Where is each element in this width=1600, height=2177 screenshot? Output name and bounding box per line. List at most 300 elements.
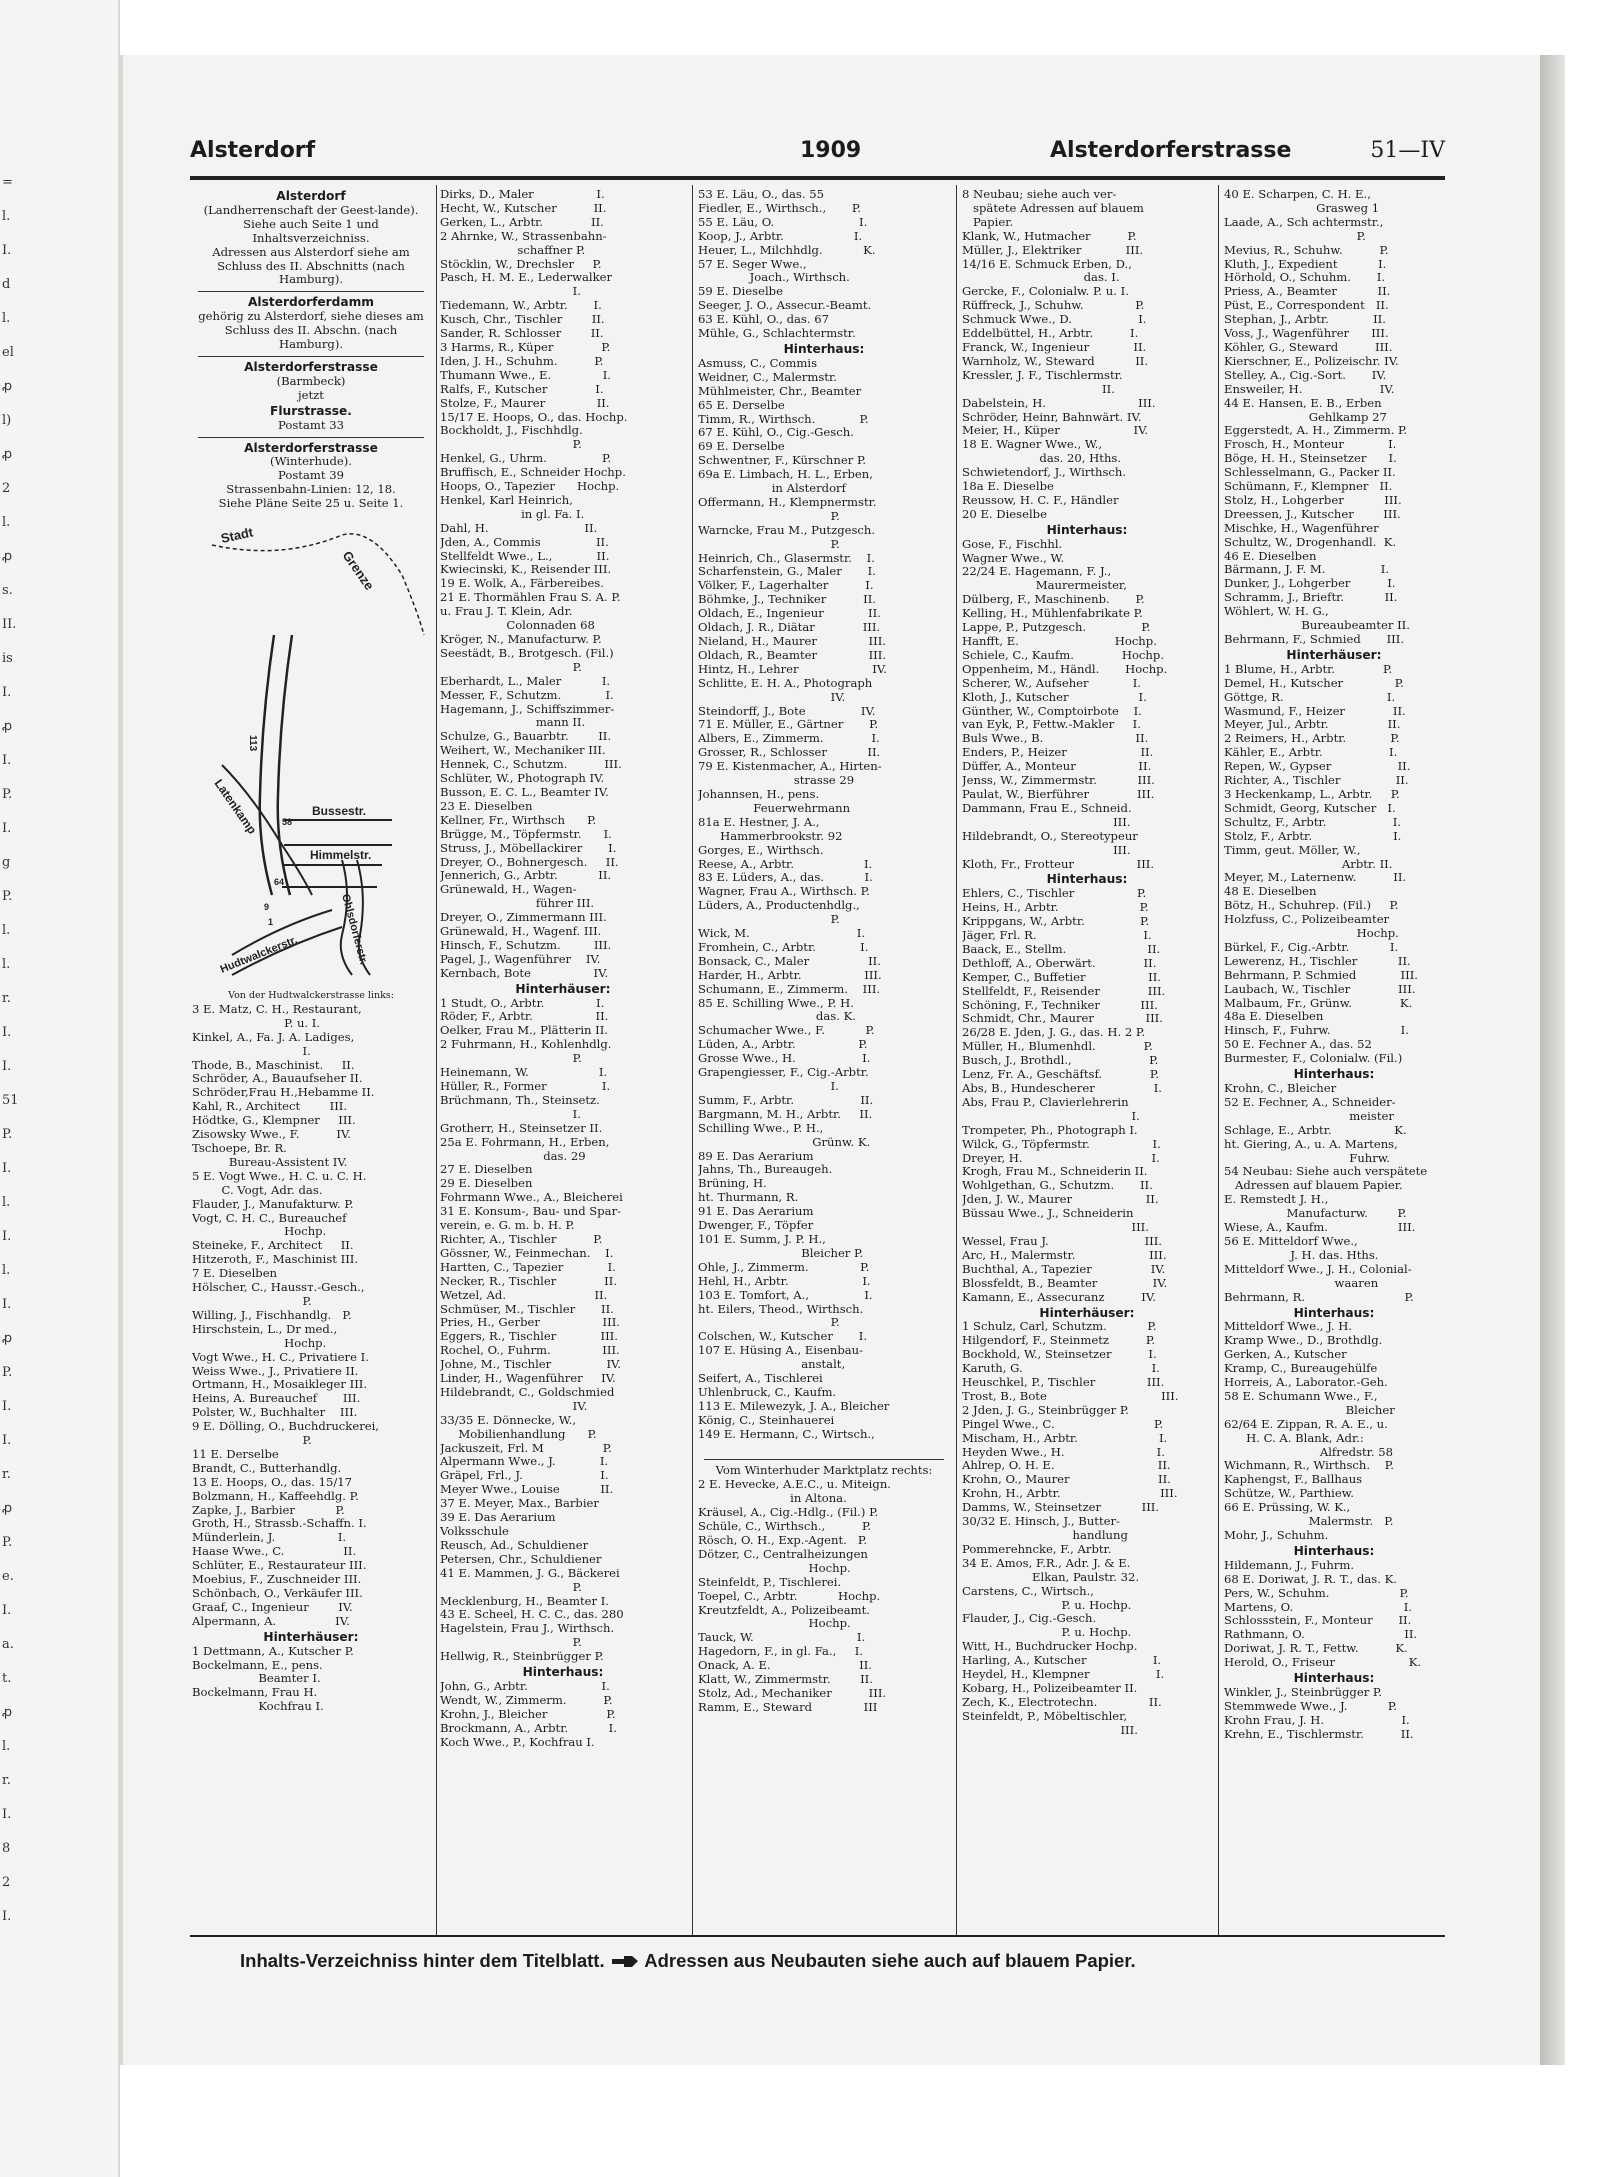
directory-entry: Pers, W., Schuhm. P. [1224,1586,1409,1600]
header-next-street: Alsterdorferstrasse [1050,138,1292,163]
directory-entry: H. C. A. Blank, Adr.: [1224,1431,1364,1445]
directory-entry: P. [1224,229,1366,243]
directory-entry: J. H. das. Hths. [1224,1248,1379,1262]
directory-entry: Hehl, H., Arbtr. I. [698,1274,871,1288]
section-heading: Hinterhäuser: [1286,647,1382,662]
directory-entry: Gose, F., Fischhl. [962,537,1063,551]
directory-entry: 11 E. Derselbe [192,1447,279,1461]
gutter-fragment: P. [2,889,13,904]
directory-entry: Brügge, M., Töpfermstr. I. [440,827,612,841]
gutter-fragment: l. [2,1195,11,1210]
directory-entry: Schwentner, F., Kürschner P. [698,454,867,468]
directory-entry: Mecklenburg, H., Beamter I. [440,1594,609,1608]
directory-entry: Herold, O., Friseur K. [1224,1656,1422,1670]
gutter-fragment: r. [2,1467,11,1482]
page-footer [240,1950,1440,1980]
directory-entry: Richter, A., Tischler II. [1224,774,1409,788]
directory-entry: Adressen aus Alsterdorf siehe am Schluss des II. Abschnitts (nach Hamburg). [212,244,410,287]
gutter-fragment: I. [2,1059,12,1074]
directory-entry: 41 E. Mammen, J. G., Bäckerei [440,1566,620,1580]
directory-entry: Kahl, R., Architect III. [192,1100,348,1114]
directory-entry: Vogt Wwe., H. C., Privatiere I. [192,1350,369,1364]
directory-entry: III. [962,1221,1149,1235]
directory-entry: III. [962,815,1131,829]
directory-entry: 149 E. Hermann, C., Wirtsch., [698,1427,875,1441]
directory-entry: Hecht, W., Kutscher II. [440,201,607,215]
directory-entry: Johne, M., Tischler IV. [440,1358,622,1372]
directory-entry: Schlitte, E. H. A., Photograph [698,676,873,690]
directory-entry: Behrmann, F., Schmied III. [1224,633,1405,646]
directory-entry: Richter, A., Tischler P. [440,1232,603,1246]
directory-entry: P. [440,1052,582,1066]
directory-entry: spätete Adressen auf blauem [962,201,1144,215]
directory-entry: Petersen, Chr., Schuldiener [440,1552,602,1566]
directory-entry: Mevius, R., Schuhw. P. [1224,243,1389,257]
directory-entry: Hildebrandt, O., Stereotypeur [962,829,1138,843]
directory-entry: Lewerenz, H., Tischler II. [1224,954,1411,968]
gutter-fragment: 51 [2,1093,19,1108]
gutter-fragment: I. [2,1229,12,1244]
directory-entry: Reusch, Ad., Schuldiener [440,1538,589,1552]
directory-entry: Gercke, F., Colonialw. P. u. I. [962,285,1129,299]
directory-entry: Bureaubeamter II. [1224,619,1410,633]
directory-entry: Lüden, A., Arbtr. P. [698,1038,868,1052]
directory-entry: Summ, F., Arbtr. II. [698,1093,874,1107]
directory-entry: Hildemann, J., Fuhrm. [1224,1558,1355,1572]
directory-entry: P. [698,537,840,551]
directory-entry: Manufacturw. P. [1224,1207,1407,1221]
directory-entry: Wetzel, Ad. II. [440,1288,608,1302]
directory-entry: 107 E. Hüsing A., Eisenbau- [698,1344,864,1358]
directory-entry: Völker, F., Lagerhalter I. [698,579,874,593]
directory-entry: 8 Neubau; siehe auch ver- [962,188,1117,201]
directory-entry: Bockelmann, Frau H. [192,1686,318,1700]
road-number-label: 113 [247,735,258,752]
gutter-fragment: a. [2,1637,14,1652]
directory-entry: Weiss Wwe., J., Privatiere II. [192,1364,359,1378]
directory-entry: Winkler, J., Steinbrügger P. [1224,1685,1383,1699]
directory-entry: Hellwig, R., Steinbrügger P. [440,1650,604,1664]
directory-entry: Onack, A. E. II. [698,1659,872,1673]
directory-entry: Heins, A. Bureauchef III. [192,1392,361,1406]
directory-entry: Wasmund, F., Heizer II. [1224,704,1406,718]
directory-entry: Oppenheim, M., Händl. Hochp. [962,662,1168,676]
section-heading: Hinterhaus: [1293,1543,1375,1558]
directory-entry: 34 E. Amos, F.R., Adr. J. & E. [962,1556,1131,1570]
directory-entry: 44 E. Hansen, E. B., Erben [1224,396,1382,410]
directory-entry: Rathmann, O. II. [1224,1628,1418,1642]
directory-entry: van Eyk, P., Fettw.-Makler I. [962,718,1141,732]
directory-entry: III. [962,1723,1138,1737]
directory-entry: Kwiecinski, K., Reisender III. [440,563,612,577]
directory-entry: Harling, A., Kutscher I. [962,1654,1162,1668]
gutter-fragment: l. [2,1263,11,1278]
directory-entry: Schröder,Frau H.,Hebamme II. [192,1086,375,1100]
directory-entry: Ehlers, C., Tischler P. [962,887,1147,901]
directory-entry: Vom Winterhuder Marktplatz rechts: [715,1463,933,1478]
section-divider [198,356,424,357]
directory-entry [698,1442,950,1456]
directory-entry: P. [440,660,582,674]
gutter-fragment: ꝓ [2,379,13,394]
directory-entry: 59 E. Dieselbe [698,285,783,299]
directory-entry: Grünewald, H., Wagen- [440,883,577,897]
directory-entry: Kellner, Fr., Wirthsch P. [440,813,597,827]
gutter-fragment: d [2,277,11,292]
directory-entry: 48 E. Dieselben [1224,885,1317,899]
gutter-fragment: l. [2,957,11,972]
gutter-fragment: t. [2,1671,12,1686]
directory-entry: P. [440,438,582,452]
directory-entry: 19 E. Wolk, A., Färbereibes. [440,577,604,591]
directory-entry: Dülberg, F., Maschinenb. P. [962,593,1145,607]
directory-entry: Meyer Wwe., Louise II. [440,1483,614,1497]
directory-entry: Schöning, F., Techniker III. [962,998,1158,1012]
directory-entry: Volksschule [440,1525,509,1538]
directory-entry: 39 E. Das Aerarium [440,1511,556,1525]
directory-entry: I. [192,1044,311,1058]
directory-entry: Steindorff, J., Bote IV. [698,704,876,718]
directory-entry: Oelker, Frau M., Plätterin II. [440,1024,609,1038]
directory-entry: Zech, K., Electrotechn. II. [962,1695,1162,1709]
directory-entry: Grünw. K. [698,1135,871,1149]
directory-entry: schaffner P. [440,243,586,257]
directory-entry: Wendt, W., Zimmerm. P. [440,1693,613,1707]
directory-entry: Jennerich, G., Arbtr. II. [440,869,612,883]
directory-entry: Doriwat, J. R. T., Fettw. K. [1224,1642,1408,1656]
directory-entry: Timm, geut. Möller, W., [1224,843,1361,857]
directory-entry: Pommerehncke, F., Arbtr. [962,1542,1112,1556]
directory-entry: Hölscher, C., Haussт.-Gesch., [192,1281,365,1295]
directory-entry: 26/28 E. Jden, J. G., das. H. 2 P. [962,1026,1146,1040]
directory-entry: Schröder, A., Bauaufseher II. [192,1072,363,1086]
directory-entry: P. [440,1636,582,1650]
directory-entry: 21 E. Thormählen Frau S. A. P. [440,591,621,605]
directory-entry: Kloth, Fr., Frotteur III. [962,857,1155,871]
directory-entry: führer III. [440,897,595,911]
directory-entry: Strassenbahn-Linien: 12, 18. [226,482,396,497]
directory-entry: Dreyer, O., Bohnergesch. II. [440,855,619,869]
directory-entry: Bötz, H., Schuhrep. (Fil.) P. [1224,899,1399,913]
directory-entry: Schütze, W., Parthiew. [1224,1487,1354,1501]
directory-entry: Wöhlert, W. H. G., [1224,605,1329,619]
directory-entry: Gorges, E., Wirthsch. [698,843,824,857]
footer-text-left: Inhalts-Verzeichniss hinter dem Titelblatt. [240,1950,605,1971]
directory-entry: Schmuck Wwe., D. I. [962,313,1147,327]
directory-entry: Stolz, H., Lohgerber III. [1224,493,1402,507]
gutter-fragment: l. [2,311,11,326]
directory-entry: u. Frau J. T. Klein, Adr. [440,605,573,619]
directory-entry: 33/35 E. Dönnecke, W., [440,1413,577,1427]
directory-entry: 2 Reimers, H., Arbtr. P. [1224,732,1400,746]
gutter-fragment: I. [2,243,12,258]
directory-entry: Kamann, E., Assecuranz IV. [962,1290,1156,1304]
directory-column-1 [192,188,430,1933]
directory-entry: Krohn Frau, J. H. I. [1224,1713,1410,1727]
directory-entry: 103 E. Tomfort, A., I. [698,1288,873,1302]
directory-entry: Gerken, A., Kutscher [1224,1348,1347,1362]
directory-entry: 46 E. Dieselben [1224,549,1317,563]
directory-entry: Grapengiesser, F., Cig.-Arbtr. [698,1066,869,1080]
column-rule [436,185,437,1935]
section-heading: Hinterhaus: [1046,522,1128,537]
directory-entry: Mühle, G., Schlachtermstr. [698,327,856,341]
column-rule [692,185,693,1935]
footer-rule [190,1935,1445,1937]
directory-entry: 67 E. Kühl, O., Cig.-Gesch. [698,426,854,440]
directory-entry: Schultz, W., Drogenhandl. K. [1224,535,1397,549]
directory-entry: 15/17 E. Hoops, O., das. Hochp. [440,410,628,424]
directory-entry: 54 Neubau: Siehe auch verspätete [1224,1165,1428,1179]
gutter-fragment: l. [2,515,11,530]
directory-entry: Schmidt, Georg, Kutscher I. [1224,801,1396,815]
directory-entry: Steineke, F., Architect II. [192,1239,354,1253]
directory-entry: Laade, A., Sch achtermstr., [1224,215,1384,229]
gutter-fragment: e. [2,1569,14,1584]
directory-entry: Adressen auf blauem Papier. [1224,1179,1403,1193]
directory-entry: Püst, E., Correspondent II. [1224,299,1389,313]
directory-entry: Witt, H., Buchdrucker Hochp. [962,1640,1138,1654]
directory-entry: Dreyer, O., Zimmermann III. [440,911,607,925]
directory-entry: Malbaum, Fr., Grünw. K. [1224,996,1413,1010]
directory-entry: jetzt [298,387,324,402]
directory-entry: 30/32 E. Hinsch, J., Butter- [962,1515,1120,1529]
directory-entry: P. [192,1434,312,1448]
directory-entry: Struss, J., Möbellackirer I. [440,841,617,855]
directory-entry: Ralfs, F., Kutscher I. [440,382,604,396]
directory-entry: Kernbach, Bote IV. [440,966,609,980]
directory-entry: Heydel, H., Klempner I. [962,1668,1165,1682]
directory-entry: Jden, A., Commis II. [440,535,609,549]
directory-entry: Uhlenbruck, C., Kaufm. [698,1385,837,1399]
directory-entry: 48a E. Dieselben [1224,1010,1324,1024]
directory-entry: Holzfuss, C., Polizeibeamter [1224,913,1390,927]
directory-entry: Schlüter, W., Photograph IV. [440,772,605,786]
directory-entry: Mischke, H., Wagenführer [1224,521,1379,535]
section-heading: Hinterhaus: [1046,872,1128,887]
directory-entry: Tschoepe, Br. R. [192,1142,287,1155]
directory-entry: Schulze, G., Bauarbtr. II. [440,730,612,744]
section-heading: Hinterhaus: [522,1665,604,1680]
directory-entry: Fiedler, E., Wirthsch., P. [698,201,862,215]
section-heading: Hinterhäuser: [1039,1305,1135,1320]
directory-entry: Stelley, A., Cig.-Sort. IV. [1224,368,1387,382]
directory-entry: Wiese, A., Kaufm. III. [1224,1221,1416,1235]
directory-entry: 1 Dettmann, A., Kutscher P. [192,1644,354,1658]
column-rule [956,185,957,1935]
directory-entry: 57 E. Seger Wwe., [698,257,807,271]
directory-entry: Maurermeister, [962,579,1127,593]
directory-entry: Lenz, Fr. A., Geschäftsf. P. [962,1068,1160,1082]
directory-entry: I. [962,1109,1140,1123]
directory-entry: Kröger, N., Manufacturw. P. [440,633,602,646]
directory-entry: Dahl, H. II. [440,521,598,535]
directory-entry: Bleicher [1224,1403,1395,1417]
directory-entry: Jahns, Th., Bureaugeh. [698,1163,833,1177]
directory-entry: Moebius, F., Zuschneider III. [192,1573,362,1587]
directory-entry: Kierschner, E., Polizeischr. IV. [1224,354,1399,368]
directory-entry: Koch Wwe., P., Kochfrau I. [440,1735,595,1749]
directory-entry: 68 E. Doriwat, J. R. T., das. K. [1224,1572,1397,1586]
directory-entry: Weidner, C., Malermstr. [698,370,837,384]
directory-entry: 50 E. Fechner A., das. 52 [1224,1038,1372,1052]
directory-entry: Demel, H., Kutscher P. [1224,676,1404,690]
directory-entry: Asmuss, C., Commis [698,356,818,370]
directory-entry: Burmester, F., Colonialw. (Fil.) [1224,1052,1403,1066]
directory-entry: Carstens, C., Wirtsch., [962,1584,1094,1598]
directory-entry: Fohrmann Wwe., A., Bleicherei [440,1191,623,1205]
directory-entry: Hanfft, E. Hochp. [962,635,1157,648]
directory-entry: Hinsch, F., Schutzm. III. [440,938,612,952]
directory-entry: Hödtke, G., Klempner III. [192,1114,356,1128]
directory-entry: Reussow, H. C. F., Händler [962,493,1119,507]
directory-entry: Schüle, C., Wirthsch., P. [698,1520,872,1534]
directory-entry: P. [192,1294,312,1308]
directory-entry: Kramp Wwe., D., Brothdlg. [1224,1334,1383,1348]
directory-entry: 25a E. Fohrmann, H., Erben, [440,1135,610,1149]
directory-entry: I. [698,1080,839,1093]
section-divider [704,1459,944,1460]
house-number-label: 9 [264,902,270,913]
street-map [192,515,430,987]
gutter-fragment: r. [2,991,11,1006]
directory-entry: Dötzer, C., Centralheizungen [698,1547,868,1561]
directory-entry: Stephan, J., Arbtr. II. [1224,313,1386,327]
directory-entry: Bleicher P. [698,1246,864,1260]
directory-entry: Krippgans, W., Arbtr. P. [962,915,1150,929]
directory-entry: Haase Wwe., C. II. [192,1545,357,1559]
directory-entry: 71 E. Müller, E., Gärtner P. [698,718,879,732]
directory-entry: Wilck, G., Töpfermstr. I. [962,1137,1161,1151]
gutter-fragment: is [2,651,13,666]
directory-entry: Kelling, H., Mühlenfabrikate P. [962,607,1143,621]
directory-entry: Zisowsky Wwe., F. IV. [192,1128,351,1142]
directory-entry: Krogh, Frau M., Schneiderin II. [962,1165,1148,1179]
section-heading: Alsterdorferstrasse [244,359,378,374]
directory-entry: Kreutzfeldt, A., Polizeibeamt. [698,1603,870,1617]
directory-entry: 13 E. Hoops, O., das. 15/17 [192,1475,353,1489]
directory-entry: Trompeter, Ph., Photograph I. [962,1123,1138,1137]
directory-entry: Kluth, J., Expedient I. [1224,257,1387,271]
directory-entry: Toepel, C., Arbtr. Hochp. [698,1589,881,1603]
directory-entry: Blossfeldt, B., Beamter IV. [962,1276,1168,1290]
directory-entry: Karuth, G. I. [962,1362,1160,1376]
section-heading: Flurstrasse. [270,403,352,418]
directory-entry: Necker, R., Tischler II. [440,1274,618,1288]
directory-entry: P. [440,1580,582,1594]
directory-entry: Messer, F., Schutzm. I. [440,688,614,702]
directory-entry: ht. Eilers, Theod., Wirthsch. [698,1302,864,1316]
directory-entry: Wick, M. I. [698,927,866,941]
directory-entry: 9 E. Dölling, O., Buchdruckerei, [192,1420,379,1434]
directory-entry: (Barmbeck) [276,373,346,388]
directory-entry: Scharfenstein, G., Maler I. [698,565,876,579]
gutter-fragment: 8 [2,1841,11,1856]
gutter-fragment: ꝓ [2,1705,13,1720]
directory-entry: 91 E. Das Aerarium [698,1205,814,1219]
directory-entry: 83 E. Lüders, A., das. I. [698,871,873,885]
section-heading: Hinterhaus: [783,341,865,356]
directory-entry: 18 E. Wagner Wwe., W., [962,438,1103,452]
directory-entry: Bonsack, C., Maler II. [698,954,881,968]
directory-entry: Abs, Frau P., Clavierlehrerin [962,1095,1129,1109]
directory-entry: Paulat, W., Bierführer III. [962,787,1155,801]
directory-entry: Stolz, F., Arbtr. I. [1224,829,1402,843]
directory-entry: Stellfeldt Wwe., L., II. [440,549,610,563]
directory-entry: Nieland, H., Maurer III. [698,635,886,648]
gutter-fragment: l. [2,923,11,938]
gutter-fragment: = [2,175,13,190]
directory-entry: Mohr, J., Schuhm. [1224,1529,1329,1542]
directory-entry: Meier, H., Küper IV. [962,424,1149,438]
directory-entry: Kusch, Chr., Tischler II. [440,313,605,327]
gutter-fragment: r. [2,1773,11,1788]
directory-entry: IV. [698,690,846,704]
directory-entry: Alpermann, A. IV. [192,1614,350,1628]
directory-entry: Elkan, Paulstr. 32. [962,1570,1140,1584]
directory-entry: 37 E. Meyer, Max., Barbier [440,1497,599,1511]
directory-entry: Büssau Wwe., J., Schneiderin [962,1207,1134,1221]
directory-entry: 3 Harms, R., Küper P. [440,340,611,354]
directory-entry: das. K. [698,1010,856,1024]
section-divider [198,291,424,292]
directory-entry: Dirks, D., Maler I. [440,188,605,201]
directory-entry: Thumann Wwe., E. I. [440,368,611,382]
page-edge [1540,55,1565,2065]
directory-entry: Damms, W., Steinsetzer III. [962,1501,1160,1515]
directory-entry: Grosse Wwe., H. I. [698,1052,871,1066]
directory-entry: Kemper, C., Buffetier II. [962,970,1161,984]
directory-entry: I. [440,1107,581,1121]
directory-entry: Mitteldorf Wwe., J. H. [1224,1320,1353,1334]
directory-entry: Schramm, J., Brieftr. II. [1224,591,1398,605]
directory-entry: Behrmann, R. P. [1224,1290,1414,1304]
directory-entry: Arc, H., Malermstr. III. [962,1248,1167,1262]
directory-entry: Hilgendorf, F., Steinmetz P. [962,1334,1156,1348]
directory-entry: 65 E. Derselbe [698,398,785,412]
directory-entry: Trost, B., Bote III. [962,1389,1179,1403]
directory-entry: Eddelbüttel, H., Arbtr. I. [962,327,1139,341]
directory-entry: Meyer, M., Laternenw. II. [1224,871,1407,885]
directory-entry: Abs, B., Hundescherer I. [962,1082,1162,1095]
directory-entry: Hintz, H., Lehrer IV. [698,662,887,676]
directory-entry: Heinemann, W. I. [440,1066,608,1080]
column-rule [1218,185,1219,1935]
directory-entry: Kaphengst, F., Ballhaus [1224,1473,1363,1487]
directory-entry: Schiele, C., Kaufm. Hochp. [962,648,1165,662]
header-page-number: 51—IV [1370,138,1445,163]
directory-entry: Kramp, C., Bureaugehülfe [1224,1362,1378,1376]
directory-entry: Böhmke, J., Techniker II. [698,593,876,607]
directory-entry: Dreessen, J., Kutscher III. [1224,507,1401,521]
directory-entry: Steinfeldt, P., Tischlerei. [698,1575,842,1589]
gutter-fragment: P. [2,1535,13,1550]
directory-entry: König, C., Steinhauerei [698,1413,835,1427]
directory-entry: Henkel, Karl Heinrich, [440,493,573,507]
directory-entry: Hochp. [1224,927,1399,941]
directory-entry: Siehe Pläne Seite 25 u. Seite 1. [218,496,404,511]
directory-entry: Hammerbrookstr. 92 [698,829,843,843]
directory-entry: Hagemann, J., Schiffszimmer- [440,702,615,716]
directory-entry: Reese, A., Arbtr. I. [698,857,873,871]
directory-entry: Mischam, H., Arbtr. I. [962,1431,1168,1445]
directory-entry: Schumacher Wwe., F. P. [698,1024,875,1038]
directory-entry: Bureau-Assistent IV. [192,1155,348,1169]
directory-entry: Fromhein, C., Arbtr. I. [698,940,869,954]
directory-entry: Klatt, W., Zimmermstr. II. [698,1673,873,1687]
directory-entry: Lüders, A., Productenhdlg., [698,899,860,913]
directory-entry: Oldach, E., Ingenieur II. [698,607,881,621]
